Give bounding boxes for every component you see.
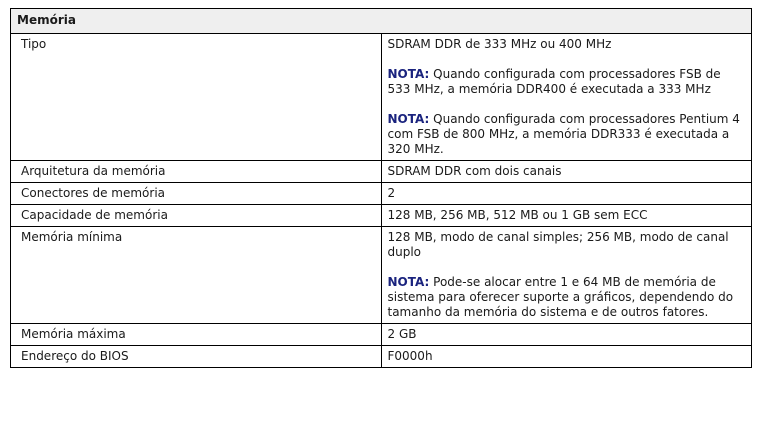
table-title: Memória [11, 9, 752, 34]
table-row [11, 34, 752, 161]
note-text: Quando configurada com processadores Pentium 4 com FSB de 800 MHz, a memória DDR333 é executada a 320 MHz. [387, 112, 740, 156]
table-row [11, 183, 752, 205]
row-label-conectores: Conectores de memória [11, 183, 382, 205]
row-value-bios: F0000h [381, 346, 752, 368]
table-header-row [11, 9, 752, 34]
row-label-arquitetura: Arquitetura da memória [11, 161, 382, 183]
note [388, 112, 746, 157]
table-row [11, 161, 752, 183]
table-row [11, 227, 752, 324]
row-value-memoria-maxima: 2 GB [381, 324, 752, 346]
row-label-capacidade: Capacidade de memória [11, 205, 382, 227]
note-label: NOTA: [387, 275, 430, 289]
note [388, 275, 746, 320]
row-label-tipo: Tipo [11, 34, 382, 161]
row-value-tipo [381, 34, 752, 161]
row-value-arquitetura: SDRAM DDR com dois canais [381, 161, 752, 183]
row-value-memoria-minima [381, 227, 752, 324]
row-value-capacidade: 128 MB, 256 MB, 512 MB ou 1 GB sem ECC [381, 205, 752, 227]
note [388, 67, 746, 97]
table-row [11, 324, 752, 346]
note-label: NOTA: [387, 67, 430, 81]
table-row [11, 205, 752, 227]
note-label: NOTA: [387, 112, 430, 126]
row-label-bios: Endereço do BIOS [11, 346, 382, 368]
value-text: SDRAM DDR de 333 MHz ou 400 MHz [387, 37, 612, 51]
note-text: Quando configurada com processadores FSB de 533 MHz, a memória DDR400 é executada a 333 MHz [387, 67, 721, 96]
memory-spec-table [10, 8, 752, 368]
row-label-memoria-minima: Memória mínima [11, 227, 382, 324]
value-text: 128 MB, modo de canal simples; 256 MB, modo de canal duplo [387, 230, 729, 259]
row-value-conectores: 2 [381, 183, 752, 205]
row-label-memoria-maxima: Memória máxima [11, 324, 382, 346]
table-row [11, 346, 752, 368]
note-text: Pode-se alocar entre 1 e 64 MB de memória de sistema para oferecer suporte a gráficos, dependendo do tamanho da memória do sistema e de outros fatores. [387, 275, 734, 319]
